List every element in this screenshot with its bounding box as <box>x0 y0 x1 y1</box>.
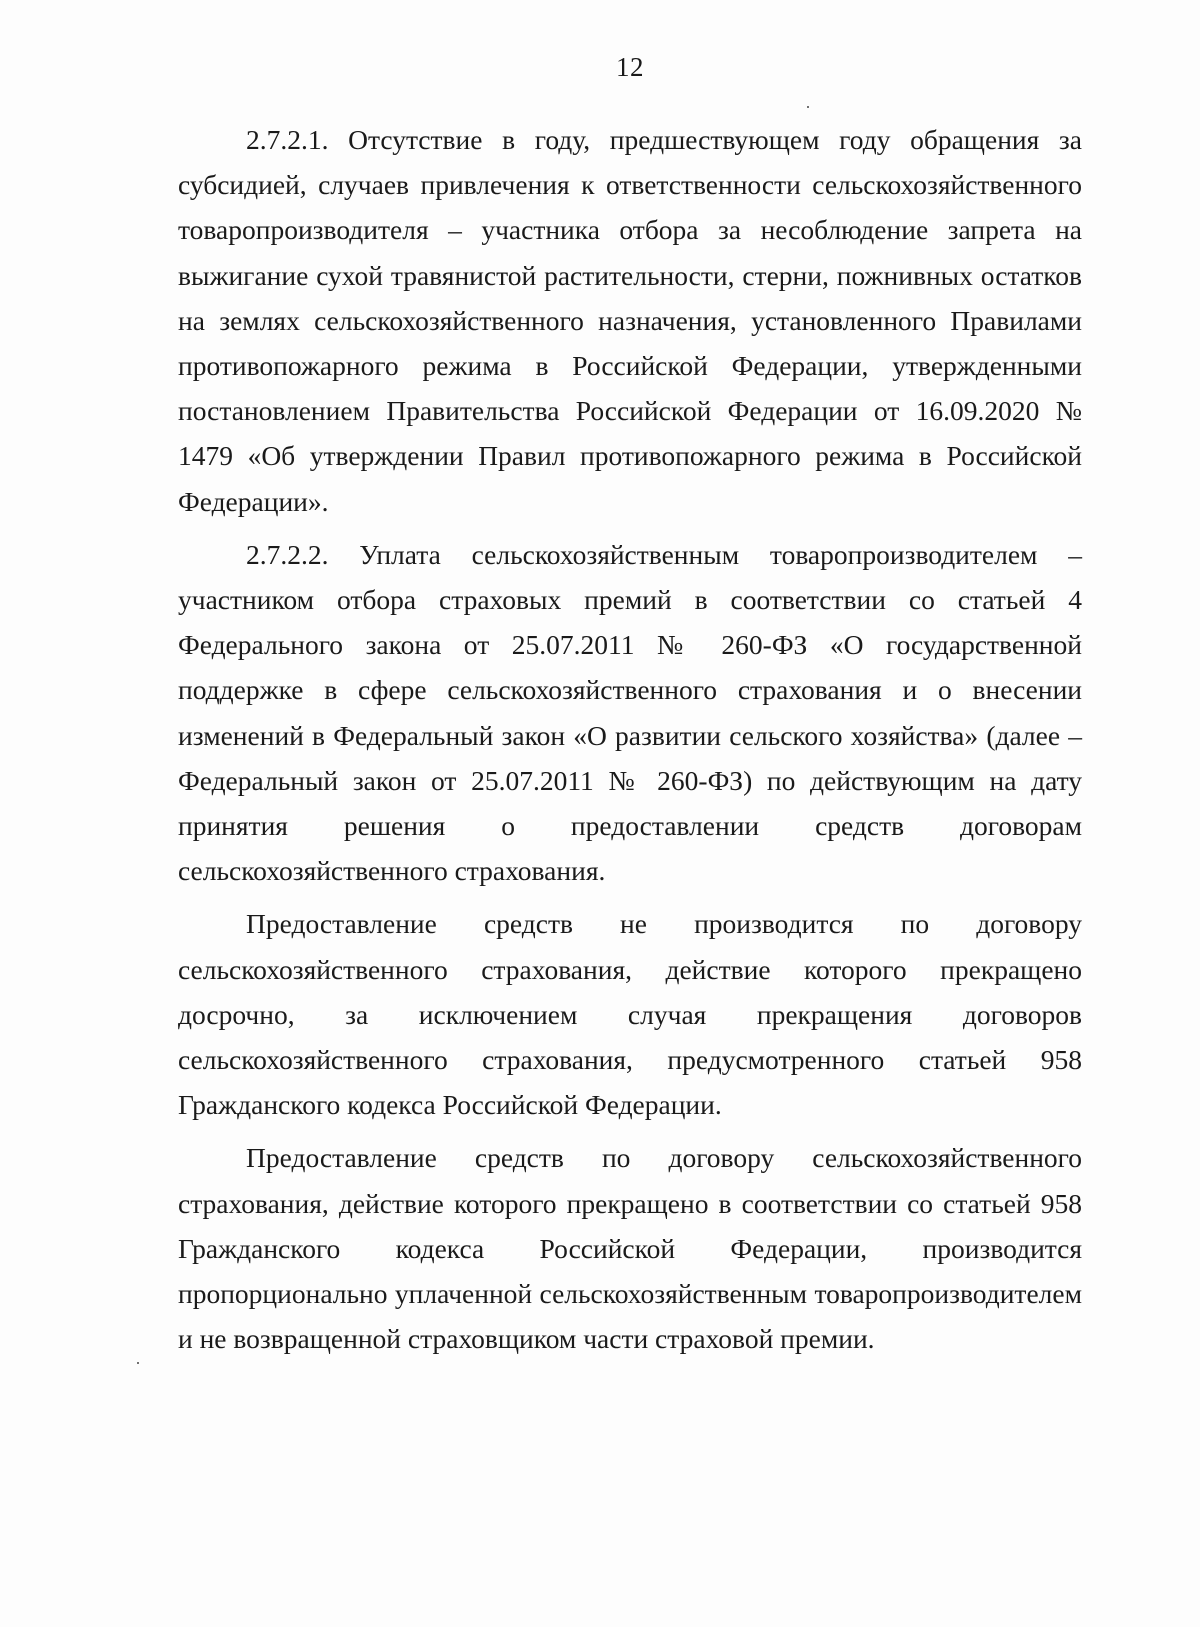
page-number: 12 <box>616 52 644 82</box>
paragraph-2-7-2-2: 2.7.2.2. Уплата сельскохозяйственным товаропроизводителем – участником отбора страховых премий в соответствии со статьей 4 Федерального закона от 25.07.2011 № 260-ФЗ «О государственной поддержке в сфере сельскохозяйственного страхования и о внесении изменений в Федеральный закон «О развитии сельского хозяйства» (далее – Федеральный закон от 25.07.2011 № 260-ФЗ) по действующим на дату принятия решения о предоставлении средств договорам сельскохозяйственного страхования. <box>178 538 1082 887</box>
paragraph-termination-exception: Предоставление средств не производится по договору сельскохозяйственного страхования, действие которого прекращено досрочно, за исключением случая прекращения договоров сельскохозяйственного страхования, предусмотренного статьей 958 Гражданского кодекса Российской Федерации. <box>178 908 1082 1121</box>
paragraph-proportional-payment: Предоставление средств по договору сельскохозяйственного страхования, действие которого прекращено в соответствии со статьей 958 Гражданского кодекса Российской Федерации, производится пропорционально уплаченной сельскохозяйственным товаропроизводителем и не возвращенной страховщиком части страховой премии. <box>178 1142 1082 1355</box>
document-body <box>178 117 1082 1369</box>
scan-speck <box>807 106 809 108</box>
scan-speck <box>137 1362 139 1364</box>
paragraph-2-7-2-1: 2.7.2.1. Отсутствие в году, предшествующем году обращения за субсидией, случаев привлечения к ответственности сельскохозяйственного товаропроизводителя – участника отбора за несоблюдение запрета на выжигание сухой травянистой растительности, стерни, пожнивных остатков на землях сельскохозяйственного назначения, установленного Правилами противопожарного режима в Российской Федерации, утвержденными постановлением Правительства Российской Федерации от 16.09.2020 № 1479 «Об утверждении Правил противопожарного режима в Российской Федерации». <box>178 124 1082 517</box>
